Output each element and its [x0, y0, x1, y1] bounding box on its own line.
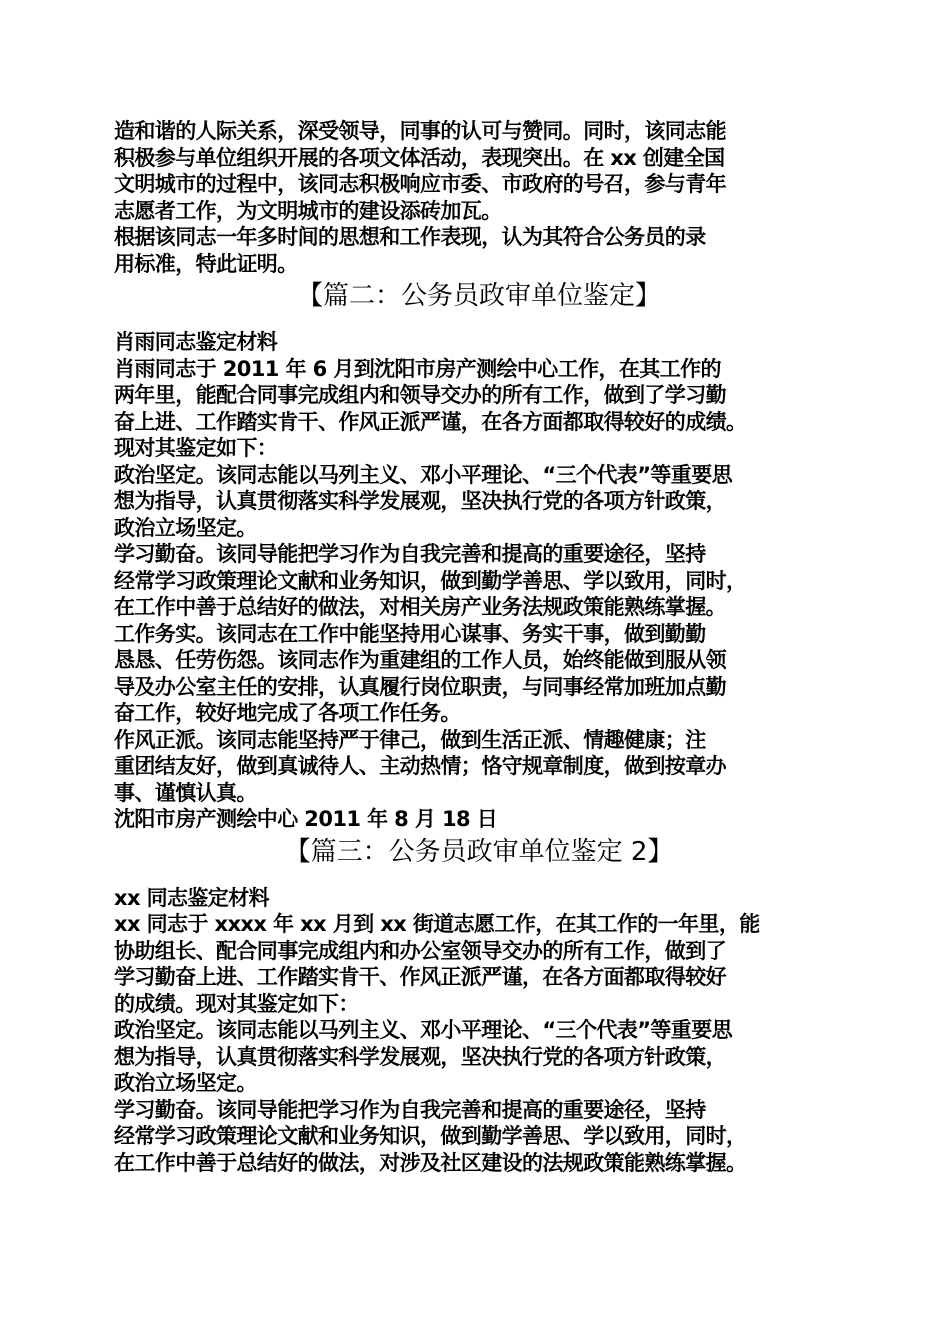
section-2 [114, 279, 844, 833]
text-line: 沈阳市房产测绘中心 2011 年 8 月 18 日 [114, 807, 498, 831]
text-line: 工作务实。该同志在工作中能坚持用心谋事、务实干事，做到勤勤 [114, 621, 706, 646]
text-line: 政治立场坚定。 [114, 515, 257, 540]
section-heading: 【篇三：公务员政审单位鉴定 2】 [284, 836, 674, 867]
text-line: 根据该同志一年多时间的思想和工作表现，认为其符合公务员的录 [114, 225, 706, 249]
section-heading: 【篇二：公务员政审单位鉴定】 [296, 281, 661, 311]
text-line: 两年里，能配合同事完成组内和领导交办的所有工作，做到了学习勤 [114, 383, 726, 407]
text-line: 政治坚定。该同志能以马列主义、邓小平理论、“三个代表”等重要思 [114, 1018, 733, 1042]
text-line: 学习勤奋。该同导能把学习作为自我完善和提高的重要途径，坚持 [114, 1097, 706, 1122]
text-line: 奋工作，较好地完成了各项工作任务。 [114, 701, 461, 725]
text-line: 现对其鉴定如下： [114, 436, 278, 460]
text-line: 事、谨慎认真。 [114, 780, 257, 805]
text-line: 积极参与单位组织开展的各项文体活动，表现突出。在 xx 创建全国 [114, 145, 725, 170]
section-1 [114, 118, 844, 277]
text-line: 作风正派。该同志能坚持严于律己，做到生活正派、情趣健康；注 [114, 727, 706, 752]
section-3 [114, 835, 844, 1177]
text-line: 经常学习政策理论文献和业务知识，做到勤学善思、学以致用，同时， [114, 568, 747, 593]
text-line: 文明城市的过程中，该同志积极响应市委、市政府的号召，参与青年 [114, 172, 726, 196]
text-line: 想为指导，认真贯彻落实科学发展观，坚决执行党的各项方针政策， [114, 489, 726, 513]
text-line: xx 同志于 xxxx 年 xx 月到 xx 街道志愿工作，在其工作的一年里，能 [114, 912, 760, 936]
text-line: 用标准，特此证明。 [114, 251, 298, 276]
text-line: 在工作中善于总结好的做法，对相关房产业务法规政策能熟练掌握。 [114, 595, 726, 619]
document-page [114, 118, 844, 1176]
text-line: 政治立场坚定。 [114, 1071, 257, 1095]
text-line: 学习勤奋上进、工作踏实肯干、作风正派严谨，在各方面都取得较好 [114, 965, 726, 989]
text-line: 想为指导，认真贯彻落实科学发展观，坚决执行党的各项方针政策， [114, 1044, 726, 1069]
text-line: 政治坚定。该同志能以马列主义、邓小平理论、“三个代表”等重要思 [114, 462, 733, 487]
text-line: 的成绩。现对其鉴定如下： [114, 991, 359, 1016]
text-line: 肖雨同志鉴定材料 [114, 330, 278, 354]
text-line: 造和谐的人际关系，深受领导，同事的认可与赞同。同时，该同志能 [114, 119, 726, 143]
text-line: 志愿者工作，为文明城市的建设添砖加瓦。 [114, 198, 502, 223]
text-line: 导及办公室主任的安排，认真履行岗位职责，与同事经常加班加点勤 [114, 674, 726, 699]
text-line: 肖雨同志于 2011 年 6 月到沈阳市房产测绘中心工作，在其工作的 [114, 356, 721, 381]
text-line: 协助组长、配合同事完成组内和办公室领导交办的所有工作，做到了 [114, 938, 726, 963]
text-line: 奋上进、工作踏实肯干、作风正派严谨，在各方面都取得较好的成绩。 [114, 409, 747, 434]
text-line: 在工作中善于总结好的做法，对涉及社区建设的法规政策能熟练掌握。 [114, 1150, 747, 1175]
text-line: xx 同志鉴定材料 [114, 885, 270, 910]
text-line: 学习勤奋。该同导能把学习作为自我完善和提高的重要途径，坚持 [114, 542, 706, 566]
text-line: 经常学习政策理论文献和业务知识，做到勤学善思、学以致用，同时， [114, 1124, 747, 1148]
text-line: 恳恳、任劳伤怨。该同志作为重建组的工作人员，始终能做到服从领 [114, 648, 726, 672]
text-line: 重团结友好，做到真诚待人、主动热情；恪守规章制度，做到按章办 [114, 754, 726, 778]
